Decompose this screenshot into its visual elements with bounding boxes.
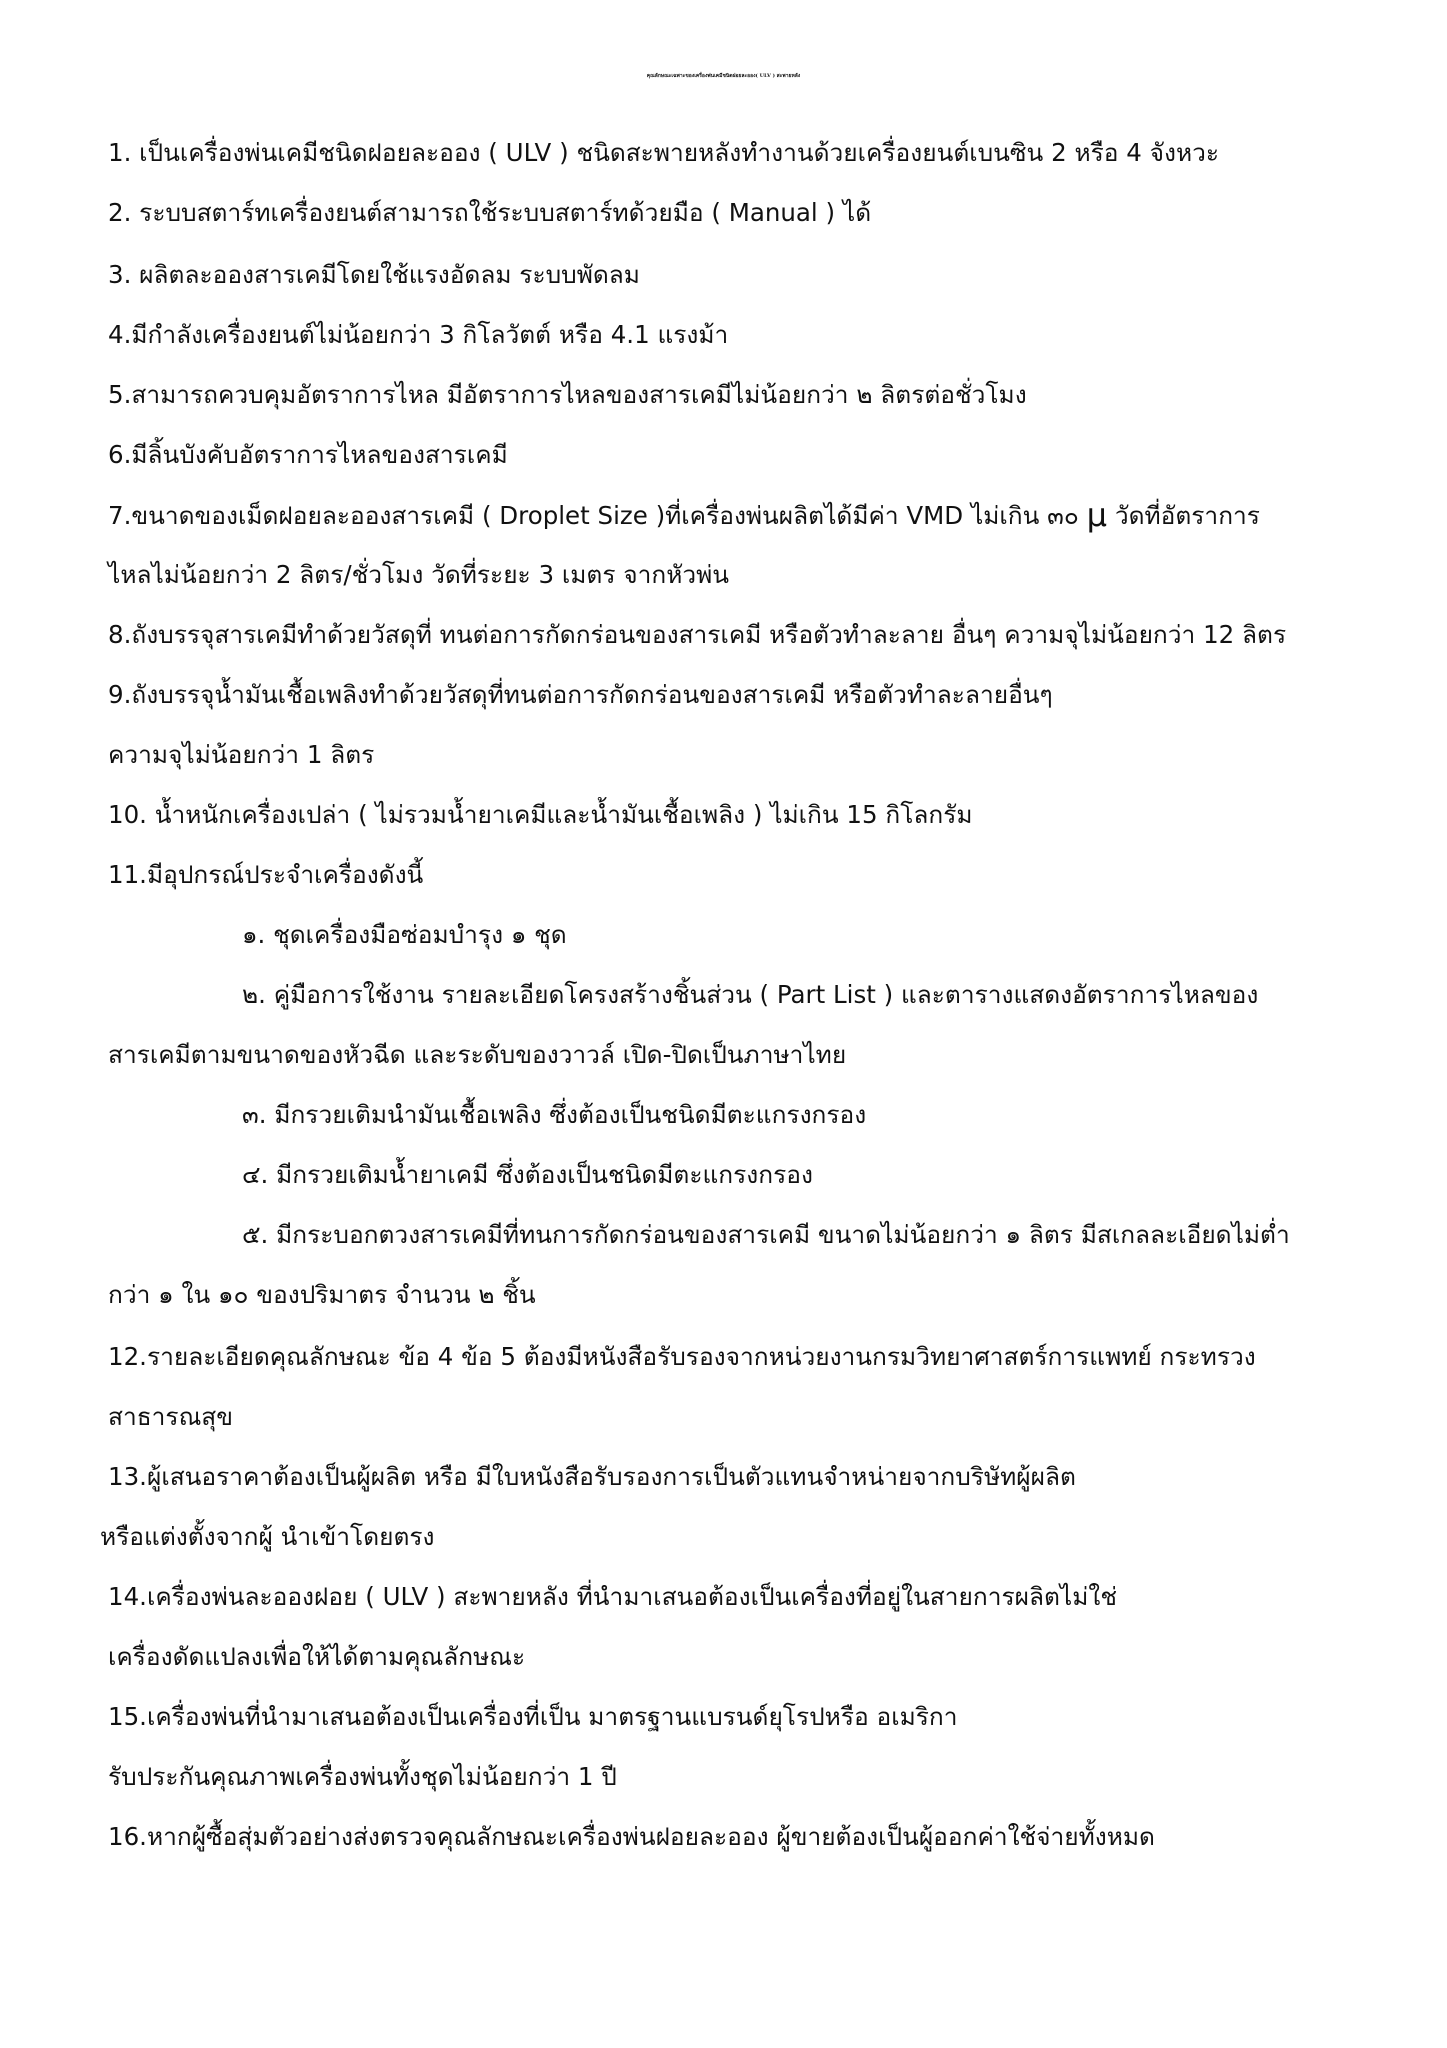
spec-item-6: 6.มีลิ้นบังคับอัตราการไหลของสารเคมี <box>108 440 508 469</box>
spec-item-7-text-end: วัดที่อัตราการ <box>1114 501 1260 530</box>
spec-item-9-line-1: 9.ถังบรรจุน้ำมันเชื้อเพลิงทำด้วยวัสดุที่ทนต่อการกัดกร่อนของสารเคมี หรือตัวทำละลายอื่นๆ <box>108 680 1053 709</box>
spec-item-5: 5.สามารถควบคุมอัตราการไหล มีอัตราการไหลของสารเคมีไม่น้อยกว่า ๒ ลิตรต่อชั่วโมง <box>108 380 1027 409</box>
spec-item-15-line-1: 15.เครื่องพ่นที่นำมาเสนอต้องเป็นเครื่องที่เป็น มาตรฐานแบรนด์ยุโรปหรือ อเมริกา <box>108 1702 958 1731</box>
micron-symbol: μ <box>1086 496 1108 534</box>
spec-item-12-line-2: สาธารณสุข <box>108 1402 234 1431</box>
spec-item-2: 2. ระบบสตาร์ทเครื่องยนต์สามารถใช้ระบบสตาร์ทด้วยมือ ( Manual ) ได้ <box>108 198 872 227</box>
spec-item-7-line-2: ไหลไม่น้อยกว่า 2 ลิตร/ชั่วโมง วัดที่ระยะ 3 เมตร จากหัวพ่น <box>108 560 730 589</box>
spec-item-11: 11.มีอุปกรณ์ประจำเครื่องดังนี้ <box>108 860 424 889</box>
spec-item-8: 8.ถังบรรจุสารเคมีทำด้วยวัสดุที่ ทนต่อการกัดกร่อนของสารเคมี หรือตัวทำละลาย อื่นๆ ความจุไม่น้อยกว่า 12 ลิตร <box>108 620 1287 649</box>
spec-item-14-line-1: 14.เครื่องพ่นละอองฝอย ( ULV ) สะพายหลัง ที่นำมาเสนอต้องเป็นเครื่องที่อยู่ในสายการผลิตไม่ใช่ <box>108 1582 1117 1611</box>
document-title: คุณลักษณะเฉพาะของเครื่องพ่นเคมีชนิดฝอยละออง( ULV ) สะพายหลัง <box>646 73 801 79</box>
spec-item-7-text: 7.ขนาดของเม็ดฝอยละอองสารเคมี ( Droplet Size )ที่เครื่องพ่นผลิตได้มีค่า VMD ไม่เกิน ๓๐ <box>108 501 1079 530</box>
spec-item-13-line-1: 13.ผู้เสนอราคาต้องเป็นผู้ผลิต หรือ มีใบหนังสือรับรองการเป็นตัวแทนจำหน่ายจากบริษัทผู้ผลิต <box>108 1462 1076 1491</box>
sub-item-1: ๑. ชุดเครื่องมือซ่อมบำรุง ๑ ชุด <box>242 920 567 949</box>
spec-item-12-line-1: 12.รายละเอียดคุณลักษณะ ข้อ 4 ข้อ 5 ต้องมีหนังสือรับรองจากหน่วยงานกรมวิทยาศาสตร์การแพทย์ กระทรวง <box>108 1342 1256 1371</box>
sub-item-4: ๔. มีกรวยเติมน้ำยาเคมี ซึ่งต้องเป็นชนิดมีตะแกรงกรอง <box>242 1160 813 1189</box>
spec-item-3: 3. ผลิตละอองสารเคมีโดยใช้แรงอัดลม ระบบพัดลม <box>108 260 640 289</box>
spec-item-4: 4.มีกำลังเครื่องยนต์ไม่น้อยกว่า 3 กิโลวัตต์ หรือ 4.1 แรงม้า <box>108 320 729 349</box>
spec-item-16: 16.หากผู้ซื้อสุ่มตัวอย่างส่งตรวจคุณลักษณะเครื่องพ่นฝอยละออง ผู้ขายต้องเป็นผู้ออกค่าใช้จ่ายทั้งหมด <box>108 1822 1155 1851</box>
spec-item-10: 10. น้ำหนักเครื่องเปล่า ( ไม่รวมน้ำยาเคมีและน้ำมันเชื้อเพลิง ) ไม่เกิน 15 กิโลกรัม <box>108 800 973 829</box>
spec-item-15-line-2: รับประกันคุณภาพเครื่องพ่นทั้งชุดไม่น้อยกว่า 1 ปี <box>108 1762 617 1791</box>
sub-item-5-line-1: ๕. มีกระบอกตวงสารเคมีที่ทนการกัดกร่อนของสารเคมี ขนาดไม่น้อยกว่า ๑ ลิตร มีสเกลละเอียดไม่ต่ำ <box>242 1220 1290 1249</box>
sub-item-2-line-2: สารเคมีตามขนาดของหัวฉีด และระดับของวาวล์ เปิด-ปิดเป็นภาษาไทย <box>108 1040 847 1069</box>
spec-item-14-line-2: เครื่องดัดแปลงเพื่อให้ได้ตามคุณลักษณะ <box>108 1642 526 1671</box>
spec-item-1: 1. เป็นเครื่องพ่นเคมีชนิดฝอยละออง ( ULV ) ชนิดสะพายหลังทำงานด้วยเครื่องยนต์เบนซิน 2 หรือ 4 จังหวะ <box>108 138 1220 167</box>
sub-item-2-line-1: ๒. คู่มือการใช้งาน รายละเอียดโครงสร้างชิ้นส่วน ( Part List ) และตารางแสดงอัตราการไหลของ <box>242 980 1259 1009</box>
sub-item-5-line-2: กว่า ๑ ใน ๑๐ ของปริมาตร จำนวน ๒ ชิ้น <box>108 1280 536 1309</box>
spec-item-13-line-2: หรือแต่งตั้งจากผู้ นำเข้าโดยตรง <box>100 1522 435 1551</box>
spec-item-7-line-1 <box>108 498 1260 533</box>
sub-item-3: ๓. มีกรวยเติมนำมันเชื้อเพลิง ซึ่งต้องเป็นชนิดมีตะแกรงกรอง <box>242 1100 867 1129</box>
spec-item-9-line-2: ความจุไม่น้อยกว่า 1 ลิตร <box>108 740 375 769</box>
